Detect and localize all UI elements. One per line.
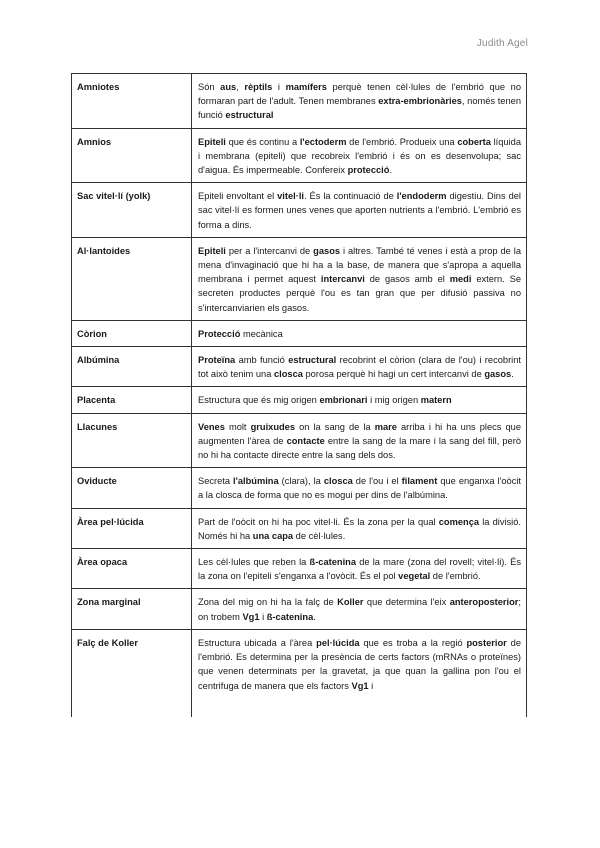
definition-keyword: ß-catenina xyxy=(266,611,314,622)
definition-cell xyxy=(192,387,527,413)
definition-text: que determina l'eix xyxy=(363,597,450,608)
definition-cell xyxy=(192,629,527,717)
definition-keyword: vegetal xyxy=(398,571,431,582)
definition-keyword: medi xyxy=(449,274,472,285)
table-row xyxy=(72,128,527,183)
table-row xyxy=(72,387,527,413)
term-cell: Amniotes xyxy=(72,74,192,129)
term-cell: Oviducte xyxy=(72,468,192,508)
definition-text: arriba i hi ha uns plecs que augmenten l'àrea de xyxy=(198,421,522,446)
table-row xyxy=(72,347,527,387)
definition-keyword: Proteïna xyxy=(198,355,236,366)
definition-keyword: Vg1 xyxy=(242,611,260,622)
definition-keyword: Venes xyxy=(198,421,225,432)
term-cell: Amnios xyxy=(72,128,192,183)
definition-text: i xyxy=(272,82,286,92)
definition-text: de cèl·lules. xyxy=(293,530,346,541)
definition-keyword: mare xyxy=(374,421,397,432)
definition-keyword: coberta xyxy=(457,136,491,147)
definition-text: entre la sang de la mare i la sang del fill, però no hi ha contacte directe entre la sang dels dos. xyxy=(198,435,521,461)
table-row xyxy=(72,549,527,589)
definition-keyword: gasos xyxy=(313,245,341,256)
definition-text: que és continu a xyxy=(225,136,300,147)
definition-keyword: matern xyxy=(420,395,452,406)
definition-text: amb funció xyxy=(235,355,289,366)
term-cell: Placenta xyxy=(72,387,192,413)
definition-text: i altres. També té venes i està a prop de la mena d'invaginació que hi ha a la base, de manera que s'apropa a aquella membrana i permet aquest xyxy=(198,245,521,285)
definition-keyword: intercanvi xyxy=(320,274,365,285)
definition-keyword: comença xyxy=(438,516,480,527)
definition-cell xyxy=(192,413,527,468)
table-row xyxy=(72,589,527,629)
definition-text: (clara), la xyxy=(278,476,324,487)
definition-keyword: una capa xyxy=(252,530,294,541)
definition-keyword: Protecció xyxy=(198,328,241,339)
definition-keyword: l'ectoderm xyxy=(299,136,347,147)
definition-text: líquida i membrana (epiteli) que recobreix l'embrió i és on es desenvolupa; sac d'aigua. És impermeable. Confereix xyxy=(198,136,521,176)
term-cell: Llacunes xyxy=(72,413,192,468)
table-row xyxy=(72,183,527,238)
definition-keyword: protecció xyxy=(347,165,390,176)
table-row xyxy=(72,237,527,320)
table-row xyxy=(72,629,527,717)
definition-text: perquè tenen cèl·lules de l'embrió que no formaran part de l'adult. Tenen membranes xyxy=(198,82,521,107)
definition-cell xyxy=(192,74,527,129)
definition-text: Secreta xyxy=(198,476,234,487)
definition-text: Són xyxy=(198,82,221,92)
table-row xyxy=(72,508,527,548)
term-cell: Falç de Koller xyxy=(72,629,192,717)
definition-keyword: l'albúmina xyxy=(233,476,279,487)
definition-cell xyxy=(192,237,527,320)
definition-text: Zona del mig on hi ha la falç de xyxy=(198,597,338,608)
term-cell: Zona marginal xyxy=(72,589,192,629)
definition-keyword: embrionari xyxy=(319,395,368,406)
definition-cell xyxy=(192,508,527,548)
glossary-body xyxy=(72,74,527,717)
definition-keyword: mamífers xyxy=(285,82,327,92)
definition-text: . xyxy=(313,611,316,622)
definition-text: on la sang de la xyxy=(295,421,375,432)
definition-text: extern. Se secreten productes perquè l'ou es tan gran que per difusió passiva no s'intercanviarien els gasos. xyxy=(198,274,522,313)
definition-text: porosa perquè hi hagi un cert intercanvi de xyxy=(302,369,485,380)
definition-text: que es troba a la regió xyxy=(359,637,467,648)
definition-text: de l'embrió. xyxy=(430,571,481,582)
term-cell: Albúmina xyxy=(72,347,192,387)
table-row xyxy=(72,468,527,508)
definition-keyword: gruixudes xyxy=(250,421,296,432)
definition-text: molt xyxy=(224,421,251,432)
definition-keyword: Epiteli xyxy=(198,245,226,256)
definition-text: recobrint el còrion (clara de l'ou) i recobrint tot això tenim una xyxy=(198,355,521,380)
definition-keyword: closca xyxy=(323,476,353,487)
table-row xyxy=(72,413,527,468)
definition-text: Estructura ubicada a l'àrea xyxy=(198,637,317,648)
definition-text: Part de l'oòcit on hi ha poc vitel·li. És la zona per la qual xyxy=(198,516,439,527)
definition-keyword: closca xyxy=(273,369,303,380)
definition-keyword: pel·lúcida xyxy=(316,637,360,648)
definition-text: per a l'intercanvi de xyxy=(225,245,314,256)
definition-keyword: Vg1 xyxy=(351,680,369,691)
definition-text: mecànica xyxy=(240,328,283,339)
term-cell: Sac vitel·lí (yolk) xyxy=(72,183,192,238)
definition-text: Les cèl·lules que reben la xyxy=(198,557,310,568)
definition-keyword: anteroposterior xyxy=(449,597,519,608)
definition-keyword: gasos xyxy=(484,369,512,380)
definition-keyword: ß-catenina xyxy=(309,557,357,568)
term-cell: Àrea opaca xyxy=(72,549,192,589)
definition-cell xyxy=(192,468,527,508)
definition-cell xyxy=(192,183,527,238)
definition-text: que enganxa l'oòcit a la closca de forma que no es mogui per dins de l'albúmina. xyxy=(198,476,521,501)
definition-text: de l'embrió. Produeix una xyxy=(346,136,458,147)
definition-keyword: extra-embrionàries xyxy=(378,96,462,107)
definition-keyword: Koller xyxy=(337,597,364,608)
definition-text: de la mare (zona del rovell; vitel·li). És la zona on l'epiteli s'enganxa a l'ovòcit. És el pol xyxy=(198,557,522,582)
definition-text: digestiu. Dins del sac vitel·lí es formen unes venes que aporten nutrients a l'embrió. L'embrió es forma a dins. xyxy=(198,191,521,230)
definition-text: ; on trobem xyxy=(198,597,521,622)
definition-keyword: l'endoderm xyxy=(396,191,447,202)
definition-text: de l'ou i el xyxy=(352,476,402,487)
definition-cell xyxy=(192,320,527,346)
definition-text: la divisió. Només hi ha xyxy=(198,516,522,541)
definition-text: i xyxy=(259,611,267,622)
definition-text: i xyxy=(368,680,374,691)
definition-keyword: filament xyxy=(401,476,438,487)
definition-text: , xyxy=(236,82,245,92)
definition-keyword: rèptils xyxy=(244,82,273,92)
definition-text: Epiteli envoltant el xyxy=(198,191,278,202)
definition-text: Estructura que és mig origen xyxy=(198,395,320,406)
definition-text: . xyxy=(511,369,514,380)
definition-text: . És la continuació de xyxy=(304,191,397,202)
author-name: Judith Agel xyxy=(476,38,528,49)
definition-keyword: aus xyxy=(220,82,237,92)
glossary-table xyxy=(71,73,527,717)
term-cell: Àrea pel·lúcida xyxy=(72,508,192,548)
definition-cell xyxy=(192,549,527,589)
table-row xyxy=(72,320,527,346)
table-row xyxy=(72,74,527,129)
definition-text: de l'embrió. Es determina per la presència de certs factors (mRNAs o proteïnes) que venen determinats per la gravetat, ja que quan la gallina pon l'ou el centrifuga de manera que els factors xyxy=(198,637,521,691)
definition-text: i mig origen xyxy=(367,395,421,406)
definition-keyword: contacte xyxy=(286,435,325,446)
definition-keyword: Epiteli xyxy=(198,136,226,147)
definition-text: , només tenen funció xyxy=(198,96,521,121)
definition-cell xyxy=(192,347,527,387)
term-cell: Al·lantoides xyxy=(72,237,192,320)
definition-keyword: vitel·li xyxy=(277,191,304,202)
definition-cell xyxy=(192,589,527,629)
definition-text: de gasos amb el xyxy=(364,274,450,285)
definition-text: . xyxy=(389,165,393,176)
definition-keyword: estructural xyxy=(225,110,274,121)
definition-keyword: posterior xyxy=(466,637,507,648)
definition-keyword: estructural xyxy=(288,355,337,366)
definition-cell xyxy=(192,128,527,183)
term-cell: Còrion xyxy=(72,320,192,346)
